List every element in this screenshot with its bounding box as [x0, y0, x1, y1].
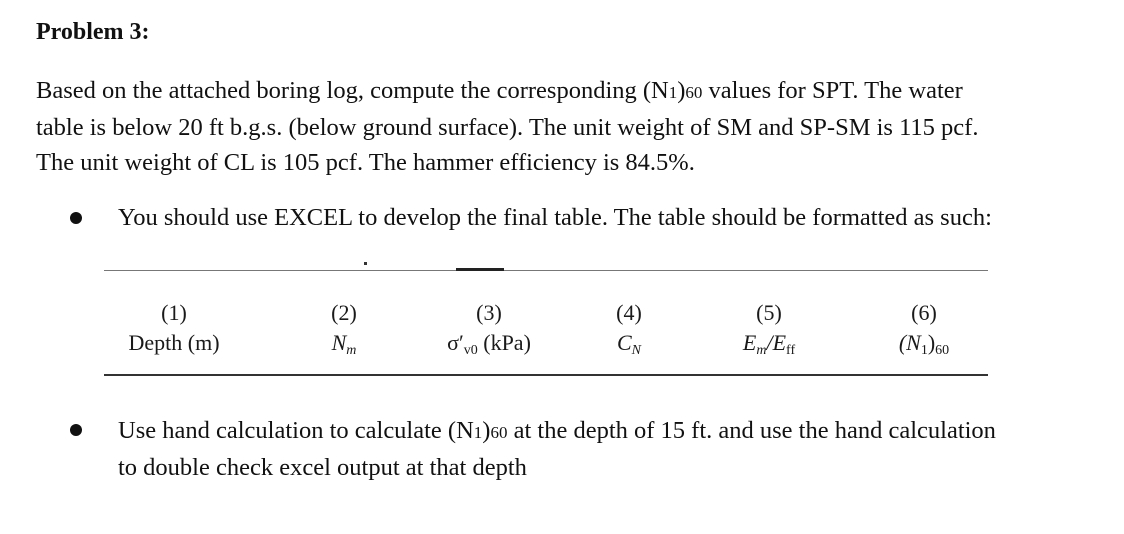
bullet-dot-icon	[70, 424, 82, 436]
table-column-depth	[114, 298, 234, 358]
hand-calc-line-2: to double check excel output at that depth	[118, 454, 527, 481]
table-column-n160	[874, 298, 974, 366]
statement-line-1-end: values for SPT. The water	[702, 77, 963, 104]
column-number: (3)	[476, 300, 502, 325]
column-header-subscript-2: 60	[935, 343, 950, 358]
column-number: (2)	[331, 300, 357, 325]
table-column-efficiency	[724, 298, 814, 366]
column-number: (6)	[911, 300, 937, 325]
table-bottom-rule	[104, 374, 988, 376]
statement-subscript-60: 60	[685, 83, 703, 102]
column-number: (5)	[756, 300, 782, 325]
column-header: Depth (m)	[128, 330, 220, 355]
dot-mark	[364, 262, 367, 265]
column-header-paren: )	[927, 330, 936, 355]
column-header-unit: (kPa)	[477, 330, 531, 355]
statement-line-2: table is below 20 ft b.g.s. (below ground surface). The unit weight of SM and SP-SM is 115 pcf.	[36, 114, 979, 141]
problem-statement	[36, 73, 1116, 180]
column-header-symbol: E	[742, 330, 757, 355]
column-header	[304, 328, 384, 366]
table-top-rule	[104, 270, 988, 271]
column-header	[594, 328, 664, 366]
hand-calc-paren: )	[482, 417, 491, 444]
column-header-subscript-2: ff	[786, 343, 796, 358]
bullet-hand-calc-instruction	[118, 413, 996, 485]
column-header-subscript: m	[346, 343, 357, 358]
table-column-cn	[594, 298, 664, 366]
column-header-divider: /E	[766, 330, 787, 355]
statement-paren: )	[677, 77, 686, 104]
column-header	[404, 328, 574, 366]
hand-calc-line-1-end: at the depth of 15 ft. and use the hand calculation	[507, 417, 996, 444]
column-header	[724, 328, 814, 366]
column-header-symbol: N	[331, 330, 347, 355]
table-top-rule-segment	[456, 268, 504, 271]
column-header-symbol: (N	[898, 330, 921, 355]
column-header-subscript: 1	[920, 343, 928, 358]
column-header	[874, 328, 974, 366]
column-header-subscript: v0	[463, 343, 478, 358]
table-format-example	[104, 262, 988, 380]
hand-calc-line-1	[118, 413, 996, 450]
statement-line-1	[36, 73, 1116, 110]
statement-line-3: The unit weight of CL is 105 pcf. The hammer efficiency is 84.5%.	[36, 149, 695, 176]
statement-subscript-1: 1	[668, 83, 678, 102]
column-number: (1)	[161, 300, 187, 325]
column-header-subscript: m	[756, 343, 767, 358]
bullet-dot-icon	[70, 212, 82, 224]
hand-calc-line-1-start: Use hand calculation to calculate (N	[118, 417, 474, 444]
column-header-symbol: σ′	[447, 330, 464, 355]
table-column-stress	[404, 298, 574, 366]
problem-title: Problem 3:	[36, 19, 150, 45]
hand-calc-subscript-60: 60	[490, 423, 508, 442]
bullet-excel-instruction: You should use EXCEL to develop the final table. The table should be formatted as such:	[118, 204, 992, 231]
column-number: (4)	[616, 300, 642, 325]
table-column-nm	[304, 298, 384, 366]
column-header-subscript: N	[631, 343, 642, 358]
hand-calc-subscript-1: 1	[473, 423, 483, 442]
statement-line-1-start: Based on the attached boring log, compute the corresponding (N	[36, 77, 669, 104]
column-header-symbol: C	[616, 330, 632, 355]
